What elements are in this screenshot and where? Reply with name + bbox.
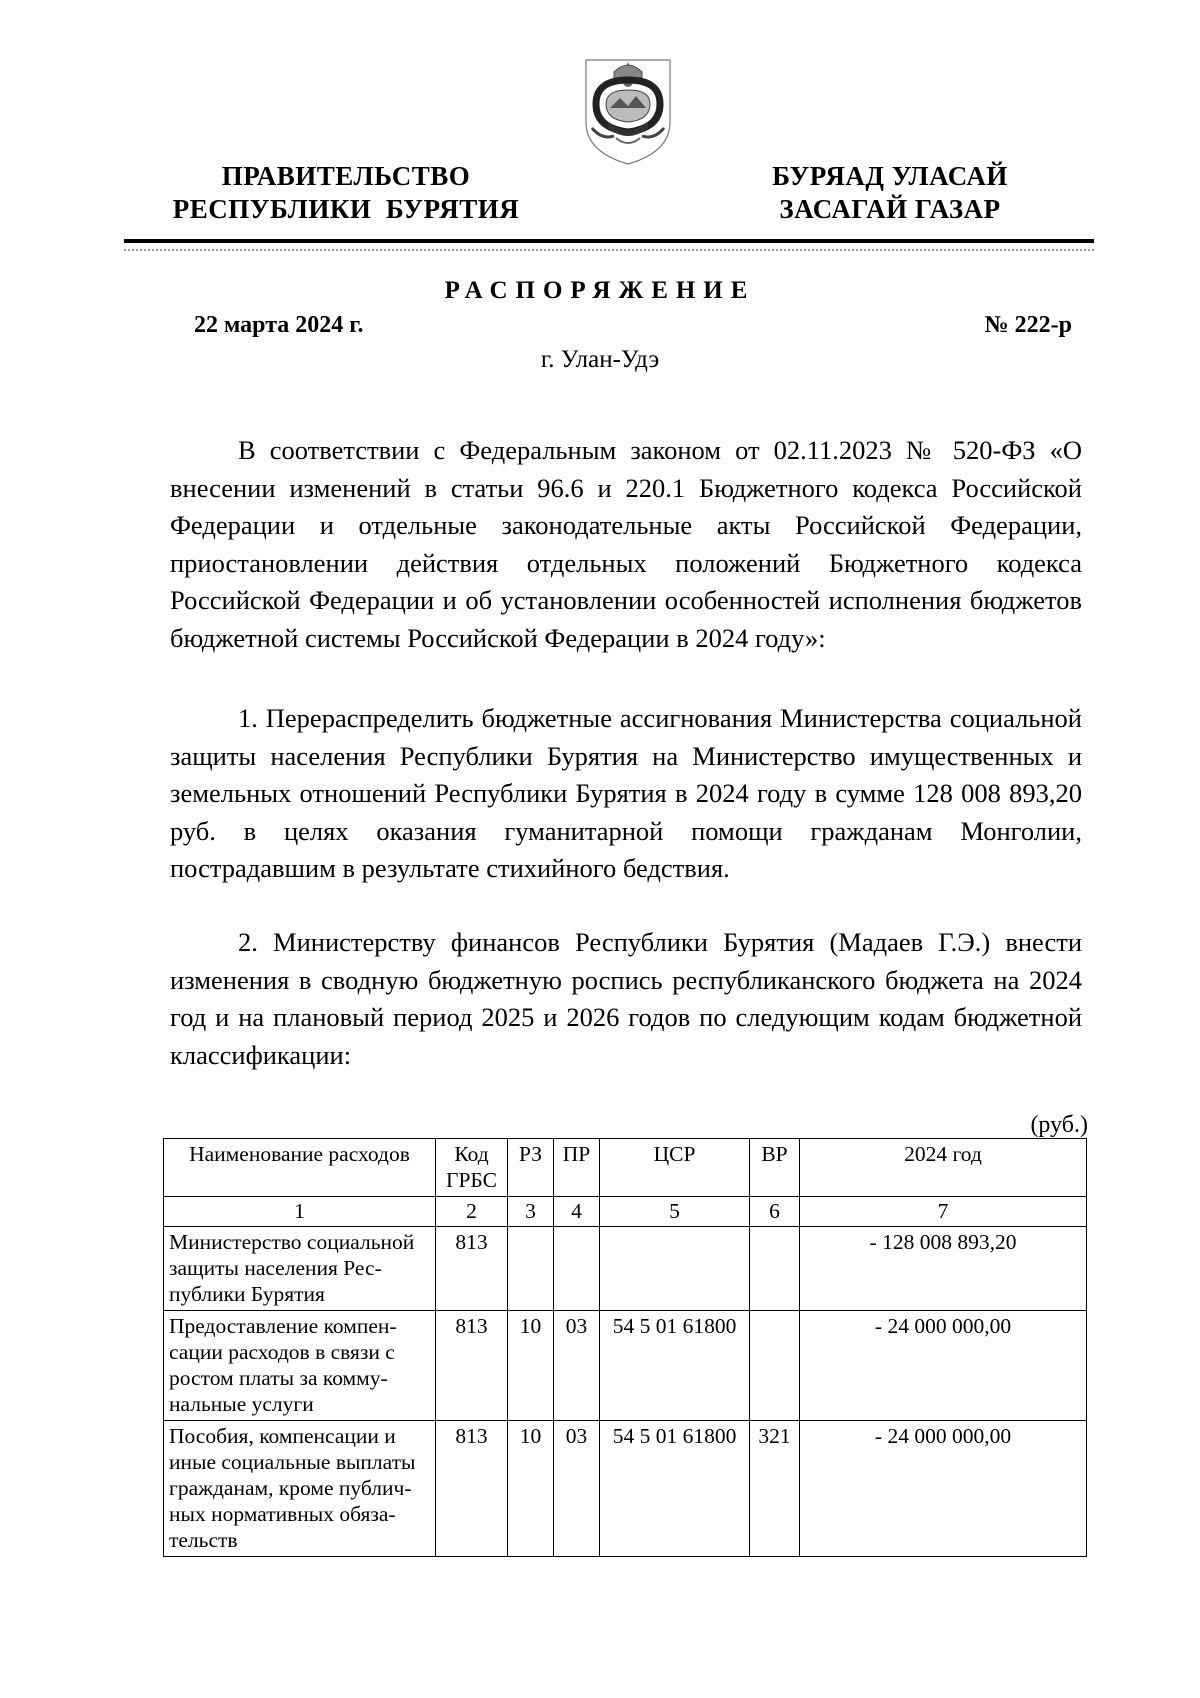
header-csr: ЦСР xyxy=(600,1139,750,1197)
header-rz: РЗ xyxy=(508,1139,554,1197)
header-left-line-1: ПРАВИТЕЛЬСТВО xyxy=(221,161,471,191)
row-pr: 03 xyxy=(554,1311,600,1421)
row-vr xyxy=(750,1227,800,1311)
row-grbs: 813 xyxy=(436,1311,508,1421)
row-name: Министерство социальной защиты населения Республики Бурятия xyxy=(164,1227,436,1311)
header-right xyxy=(730,160,1050,226)
column-number: 1 xyxy=(164,1197,436,1227)
row-amount: - 24 000 000,00 xyxy=(800,1311,1087,1421)
header-pr: ПР xyxy=(554,1139,600,1197)
row-grbs: 813 xyxy=(436,1421,508,1557)
column-number: 7 xyxy=(800,1197,1087,1227)
header-vr: ВР xyxy=(750,1139,800,1197)
row-csr: 54 5 01 61800 xyxy=(600,1421,750,1557)
row-name: Пособия, компенсации и иные социальные выплаты гражданам, кроме публичных нормативных обязательств xyxy=(164,1421,436,1557)
column-number: 3 xyxy=(508,1197,554,1227)
row-amount: - 24 000 000,00 xyxy=(800,1421,1087,1557)
budget-table xyxy=(163,1138,1087,1557)
column-number: 2 xyxy=(436,1197,508,1227)
row-vr xyxy=(750,1311,800,1421)
header-grbs: Код ГРБС xyxy=(436,1139,508,1197)
document-number: № 222-р xyxy=(984,312,1072,338)
header-right-line-1: БУРЯАД УЛАСАЙ xyxy=(772,161,1008,191)
item-1-paragraph: 1. Перераспределить бюджетные ассигнования Министерства социальной защиты населения Республики Бурятия на Министерство имущественных и земельных отношений Республики Бурятия в 2024 году в сумме 128 008 893,20 руб. в целях оказания гуманитарной помощи гражданам Монголии, пострадавшим в результате стихийного бедствия. xyxy=(170,703,1082,883)
row-rz xyxy=(508,1227,554,1311)
row-csr xyxy=(600,1227,750,1311)
table-header-row xyxy=(164,1139,1087,1197)
row-rz: 10 xyxy=(508,1311,554,1421)
table-unit-label: (руб.) xyxy=(1030,1112,1088,1138)
row-rz: 10 xyxy=(508,1421,554,1557)
column-number-row xyxy=(164,1197,1087,1227)
table-row xyxy=(164,1421,1087,1557)
header-right-line-2: ЗАСАГАЙ ГАЗАР xyxy=(779,194,1001,224)
header-left xyxy=(156,160,536,226)
document-type: РАСПОРЯЖЕНИЕ xyxy=(444,277,756,304)
header-divider-thin xyxy=(124,249,1094,251)
table-row xyxy=(164,1227,1087,1311)
document-date: 22 марта 2024 г. xyxy=(194,312,364,338)
column-number: 6 xyxy=(750,1197,800,1227)
header-left-line-2: РЕСПУБЛИКИ БУРЯТИЯ xyxy=(172,194,520,224)
item-2-paragraph: 2. Министерству финансов Республики Бурятия (Мадаев Г.Э.) внести изменения в сводную бюджетную роспись республиканского бюджета на 2024 год и на плановый период 2025 и 2026 годов по следующим кодам бюджетной классификации: xyxy=(170,927,1082,1070)
column-number: 5 xyxy=(600,1197,750,1227)
header-name: Наименование расходов xyxy=(164,1139,436,1197)
row-amount: - 128 008 893,20 xyxy=(800,1227,1087,1311)
row-vr: 321 xyxy=(750,1421,800,1557)
row-name: Предоставление компенсации расходов в связи с ростом платы за коммунальные услуги xyxy=(164,1311,436,1421)
row-pr xyxy=(554,1227,600,1311)
header-amount: 2024 год xyxy=(800,1139,1087,1197)
row-pr: 03 xyxy=(554,1421,600,1557)
table-row xyxy=(164,1311,1087,1421)
row-grbs: 813 xyxy=(436,1227,508,1311)
header-divider-thick xyxy=(124,239,1094,243)
column-number: 4 xyxy=(554,1197,600,1227)
document-city: г. Улан-Удэ xyxy=(540,346,660,373)
preamble-paragraph: В соответствии с Федеральным законом от 02.11.2023 № 520-ФЗ «О внесении изменений в статьи 96.6 и 220.1 Бюджетного кодекса Российской Федерации и отдельные законодательные акты Российской Федерации, приостановлении действия отдельных положений Бюджетного кодекса Российской Федерации и об установлении особенностей исполнения бюджетов бюджетной системы Российской Федерации в 2024 году»: xyxy=(170,435,1082,653)
republic-emblem-icon xyxy=(578,52,678,168)
row-csr: 54 5 01 61800 xyxy=(600,1311,750,1421)
